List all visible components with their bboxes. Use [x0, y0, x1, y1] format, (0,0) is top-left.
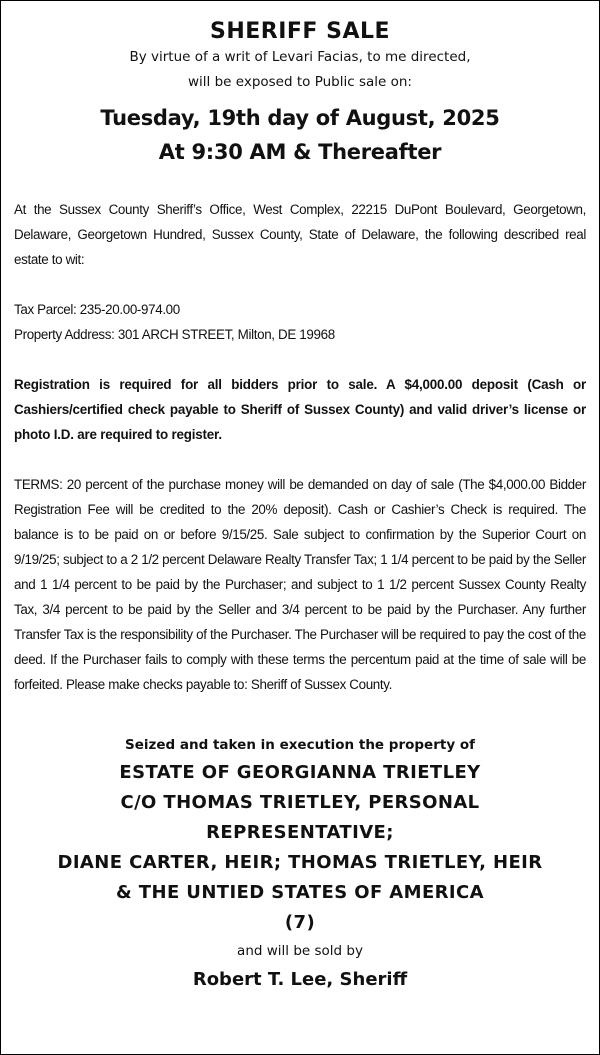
sheriff-name: Robert T. Lee, Sheriff	[192, 969, 408, 990]
defendant-line-4: DIANE CARTER, HEIR; THOMAS TRIETLEY, HEIR	[57, 852, 543, 873]
sale-date: Tuesday, 19th day of August, 2025	[100, 106, 500, 130]
intro-line-1: By virtue of a writ of Levari Facias, to me directed,	[129, 49, 471, 65]
property-address: Property Address: 301 ARCH STREET, Milton, DE 19968	[14, 327, 335, 342]
defendant-line-1: ESTATE OF GEORGIANNA TRIETLEY	[119, 762, 481, 783]
intro-line-2: will be exposed to Public sale on:	[188, 74, 412, 90]
sold-by-line: and will be sold by	[237, 943, 363, 959]
defendant-line-2: C/O THOMAS TRIETLEY, PERSONAL	[120, 792, 480, 813]
defendant-line-3: REPRESENTATIVE;	[206, 822, 394, 843]
sale-location: At the Sussex County Sheriff’s Office, West Complex, 22215 DuPont Boulevard, Georgetown, Delaware, Georgetown Hundred, Sussex County, State of Delaware, the following described real estate to wit:	[14, 202, 586, 267]
registration-notice: Registration is required for all bidders prior to sale. A $4,000.00 deposit (Cash or Cashiers/certified check payable to Sheriff of Sussex County) and valid driver’s license or photo I.D. are required to register.	[14, 377, 586, 442]
notice-title: SHERIFF SALE	[209, 19, 391, 44]
notice-heading	[14, 19, 586, 169]
defendant-line-5: & THE UNTIED STATES OF AMERICA	[116, 882, 484, 903]
sale-time: At 9:30 AM & Thereafter	[158, 140, 442, 164]
sale-terms: TERMS: 20 percent of the purchase money will be demanded on day of sale (The $4,000.00 Bidder Registration Fee will be credited to the 20% deposit). Cash or Cashier’s Check is required. The balance is to be paid on or before 9/15/25. Sale subject to confirmation by the Superior Court on 9/19/25; subject to a 2 1/2 percent Delaware Realty Transfer Tax; 1 1/4 percent to be paid by the Seller and 1 1/4 percent to be paid by the Purchaser; and subject to 1 1/2 percent Sussex County Realty Tax, 3/4 percent to be paid by the Seller and 3/4 percent to be paid by the Purchaser. Any further Transfer Tax is the responsibility of the Purchaser. The Purchaser will be required to pay the cost of the deed. If the Purchaser fails to comply with these terms the percentum paid at the time of sale will be forfeited. Please make checks payable to: Sheriff of Sussex County.	[14, 477, 586, 692]
tax-parcel: Tax Parcel: 235-20.00-974.00	[14, 302, 180, 317]
seized-line: Seized and taken in execution the property of	[125, 737, 475, 753]
case-number: (7)	[284, 912, 316, 933]
property-details	[14, 297, 586, 347]
closing-block	[14, 733, 586, 995]
